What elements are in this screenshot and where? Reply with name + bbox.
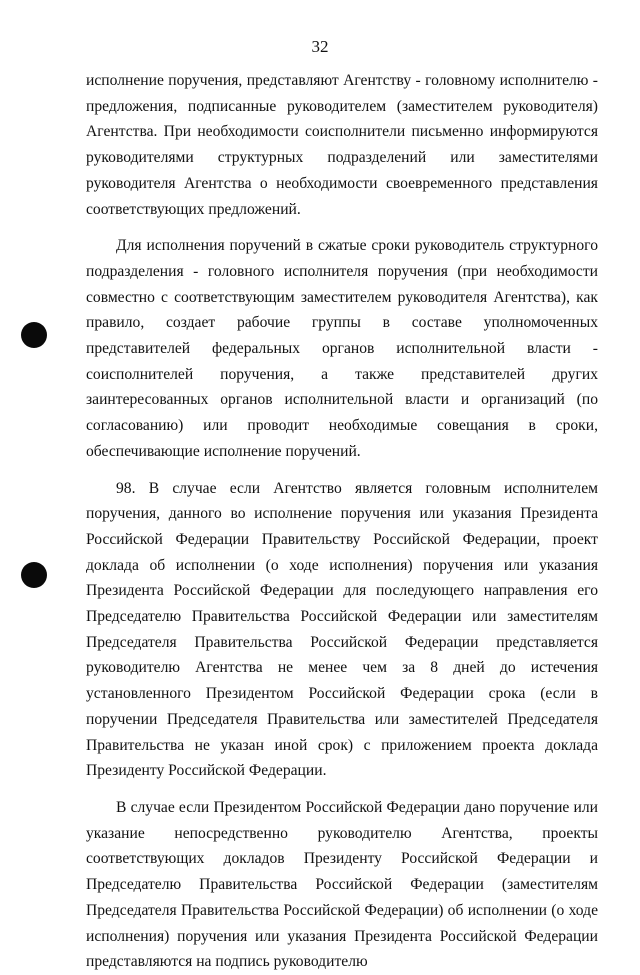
binder-hole — [21, 562, 47, 588]
paragraph: В случае если Президентом Российской Федерации дано поручение или указание непосредственно руководителю Агентства, проекты соответствующих докладов Президенту Российской Федерации и Председателю Правительства Российской Федерации (заместителям Председателя Правительства Российской Федерации) об исполнении (о ходе исполнения) поручения или указания Президента Российской Федерации представляются на подпись руководителю — [86, 798, 598, 971]
binder-hole — [21, 322, 47, 348]
paragraph: 98. В случае если Агентство является головным исполнителем поручения, данного во исполнение поручения или указания Президента Российской Федерации Правительству Российской Федерации, проект доклада об исполнении (о ходе исполнения) поручения или указания Президента Российской Федерации для последующего направления его Председателю Правительства Российской Федерации или заместителям Председателя Правительства Российской Федерации представляется руководителю Агентства не менее чем за 8 дней до истечения установленного Президентом Российской Федерации срока (если в поручении Председателя Правительства или заместителей Председателя Правительства не указан иной срок) с приложением проекта доклада Президенту Российской Федерации. — [86, 479, 598, 780]
paragraph: исполнение поручения, представляют Агентству - головному исполнителю - предложения, подписанные руководителем (заместителем руководителя) Агентства. При необходимости соисполнители письменно информируются руководителями структурных подразделений или заместителями руководителя Агентства о необходимости своевременного представления соответствующих предложений. — [86, 72, 598, 218]
paragraph: Для исполнения поручений в сжатые сроки руководитель структурного подразделения - головного исполнителя поручения (при необходимости совместно с соответствующим заместителем руководителя Агентства), как правило, создает рабочие группы в составе уполномоченных представителей федеральных органов исполнительной власти - соисполнителей поручения, а также представителей других заинтересованных органов исполнительной власти и организаций (по согласованию) или проводит необходимые совещания в сроки, обеспечивающие исполнение поручений. — [86, 237, 598, 460]
document-body — [86, 68, 598, 975]
page-number: 32 — [311, 37, 329, 56]
